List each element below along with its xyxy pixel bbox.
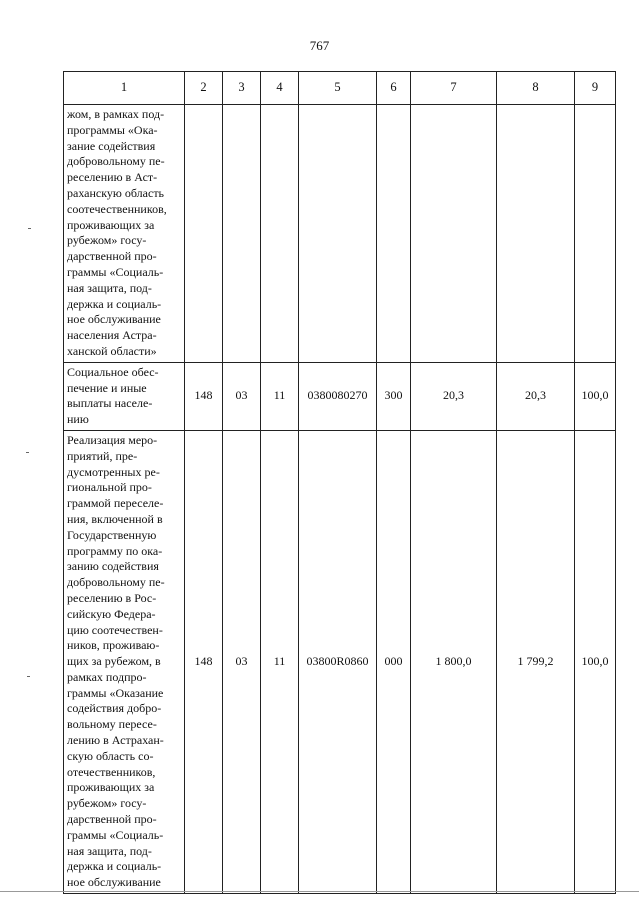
table-row: [64, 105, 616, 363]
column-header-row: [64, 72, 616, 105]
table-cell-c5: [299, 105, 377, 363]
table-cell-c8: [497, 105, 575, 363]
table-cell-c2: 148: [185, 362, 223, 430]
description-line: программу по ока-: [67, 543, 163, 558]
column-header: 8: [497, 72, 575, 105]
page-number: 767: [309, 38, 330, 53]
description-line: населения Астра-: [67, 328, 157, 343]
table-cell-c5: 0380080270: [299, 362, 377, 430]
description-line: рубежом» госу-: [67, 233, 147, 248]
description-line: дарственной про-: [67, 249, 157, 264]
table-row: [64, 362, 616, 430]
table-cell-c3: [223, 105, 261, 363]
table-row: [64, 430, 616, 893]
table-cell-c4: [261, 105, 299, 363]
description-line: раханскую область: [67, 185, 165, 200]
description-line: скую область со-: [67, 748, 154, 763]
description-line: реселению в Рос-: [67, 590, 157, 605]
table-cell-c3: 03: [223, 430, 261, 893]
description-line: граммы «Социаль-: [67, 827, 164, 842]
budget-table: [63, 71, 616, 894]
table-cell-c9: 100,0: [575, 430, 616, 893]
description-line: ханской области»: [67, 343, 157, 358]
description-line: выплаты населе-: [67, 396, 153, 411]
scan-speck: [26, 452, 29, 453]
table-cell-c9: 100,0: [575, 362, 616, 430]
column-header: 6: [377, 72, 411, 105]
description-line: добровольному пе-: [67, 154, 165, 169]
column-header: 1: [64, 72, 185, 105]
description-line: реселению в Аст-: [67, 170, 158, 185]
description-line: сийскую Федера-: [67, 606, 156, 621]
description-line: ная защита, под-: [67, 843, 152, 858]
description-line: рубежом» госу-: [67, 796, 147, 811]
table-cell-c9: [575, 105, 616, 363]
description-line: зание содействия: [67, 138, 156, 153]
description-line: Государственную: [67, 527, 157, 542]
table-cell-c4: 11: [261, 362, 299, 430]
column-header: 7: [411, 72, 497, 105]
description-line: нию: [67, 412, 89, 427]
table-cell-c6: 300: [377, 362, 411, 430]
row-description: [64, 362, 185, 430]
description-line: приятий, пре-: [67, 448, 138, 463]
table-cell-c4: 11: [261, 430, 299, 893]
table-cell-c6: 000: [377, 430, 411, 893]
description-line: ная защита, под-: [67, 280, 152, 295]
description-line: печение и иные: [67, 380, 147, 395]
description-line: рамках подпро-: [67, 669, 147, 684]
description-line: граммы «Оказание: [67, 685, 164, 700]
description-line: цию соотечествен-: [67, 622, 163, 637]
table-cell-c3: 03: [223, 362, 261, 430]
description-line: содействия добро-: [67, 701, 162, 716]
table-cell-c8: 1 799,2: [497, 430, 575, 893]
description-line: гиональной про-: [67, 480, 152, 495]
description-line: граммы «Социаль-: [67, 264, 164, 279]
column-header: 3: [223, 72, 261, 105]
description-line: программы «Ока-: [67, 122, 158, 137]
column-header: 5: [299, 72, 377, 105]
description-line: занию содействия: [67, 559, 159, 574]
description-line: отечественников,: [67, 764, 156, 779]
description-line: проживающих за: [67, 780, 155, 795]
description-line: ников, проживаю-: [67, 638, 160, 653]
description-line: добровольному пе-: [67, 575, 165, 590]
description-line: ное обслуживание: [67, 875, 161, 890]
description-line: ния, включенной в: [67, 511, 163, 526]
description-line: Реализация меро-: [67, 432, 158, 447]
table-cell-c7: 1 800,0: [411, 430, 497, 893]
column-header: 9: [575, 72, 616, 105]
table-cell-c7: [411, 105, 497, 363]
description-line: держка и социаль-: [67, 859, 162, 874]
scan-speck: [27, 676, 30, 677]
description-line: ное обслуживание: [67, 312, 161, 327]
description-line: держка и социаль-: [67, 296, 162, 311]
description-line: вольному пересе-: [67, 717, 157, 732]
description-line: щих за рубежом, в: [67, 654, 161, 669]
column-header: 2: [185, 72, 223, 105]
page-bottom-edge: [0, 891, 639, 892]
table-cell-c8: 20,3: [497, 362, 575, 430]
table-cell-c2: 148: [185, 430, 223, 893]
description-line: граммой переселе-: [67, 496, 164, 511]
description-line: проживающих за: [67, 217, 155, 232]
description-line: дарственной про-: [67, 812, 157, 827]
description-line: лению в Астрахан-: [67, 733, 164, 748]
row-description: [64, 430, 185, 893]
table-cell-c2: [185, 105, 223, 363]
table-cell-c5: 03800R0860: [299, 430, 377, 893]
column-header: 4: [261, 72, 299, 105]
description-line: соотечественников,: [67, 201, 167, 216]
description-line: жом, в рамках под-: [67, 107, 165, 121]
table-cell-c7: 20,3: [411, 362, 497, 430]
row-description: [64, 105, 185, 363]
table-cell-c6: [377, 105, 411, 363]
description-line: дусмотренных ре-: [67, 464, 160, 479]
description-line: Социальное обес-: [67, 364, 159, 379]
scan-speck: [28, 228, 31, 229]
